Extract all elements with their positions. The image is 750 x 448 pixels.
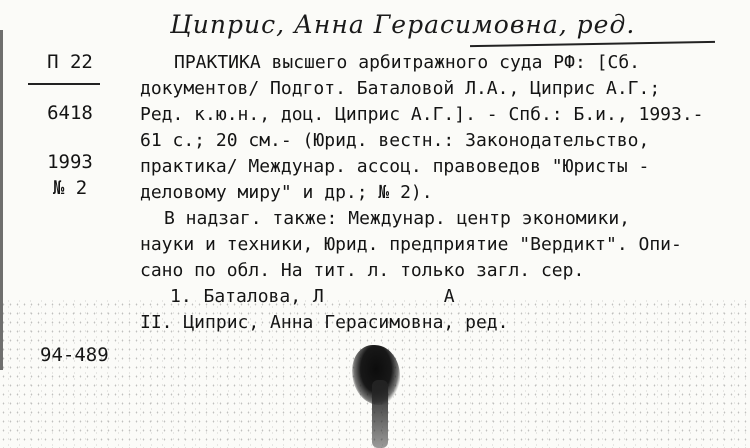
accession-number: 94-489 (40, 344, 109, 366)
body-line: сано по обл. На тит. л. только загл. сер. (140, 260, 585, 281)
handwritten-underline (470, 41, 715, 47)
shelf-divider (28, 83, 100, 85)
body-line: В надзаг. также: Междунар. центр экономики, (164, 208, 630, 229)
body-line: документов/ Подгот. Баталовой Л.А., Циприс А.Г.; (140, 78, 661, 99)
body-line: деловому миру" и др.; № 2). (140, 182, 433, 203)
body-line: 61 с.; 20 см.- (Юрид. вестн.: Законодательство, (140, 130, 650, 151)
shelf-mark: П 22 (47, 51, 93, 73)
ink-blot-tail (372, 380, 388, 448)
body-line: ПРАКТИКА высшего арбитражного суда РФ: [Сб. (174, 52, 640, 73)
tracing-entry-letter: А (443, 286, 455, 307)
year-label: 1993 (47, 151, 93, 173)
bibliographic-description (140, 50, 730, 336)
body-line: практика/ Междунар. ассоц. правоведов "Юристы - (140, 156, 650, 177)
inventory-number: 6418 (47, 102, 93, 124)
tracing-entry-1: 1. Баталова, Л (170, 286, 324, 307)
handwritten-heading: Циприс, Анна Герасимовна, ред. (170, 10, 636, 39)
added-entry: II. Циприс, Анна Герасимовна, ред. (140, 312, 509, 333)
body-line: науки и техники, Юрид. предприятие "Вердикт". Опи- (140, 234, 682, 255)
issue-number: № 2 (52, 177, 88, 199)
body-line: Ред. к.ю.н., доц. Циприс А.Г.]. - Спб.: Б.и., 1993.- (140, 104, 704, 125)
